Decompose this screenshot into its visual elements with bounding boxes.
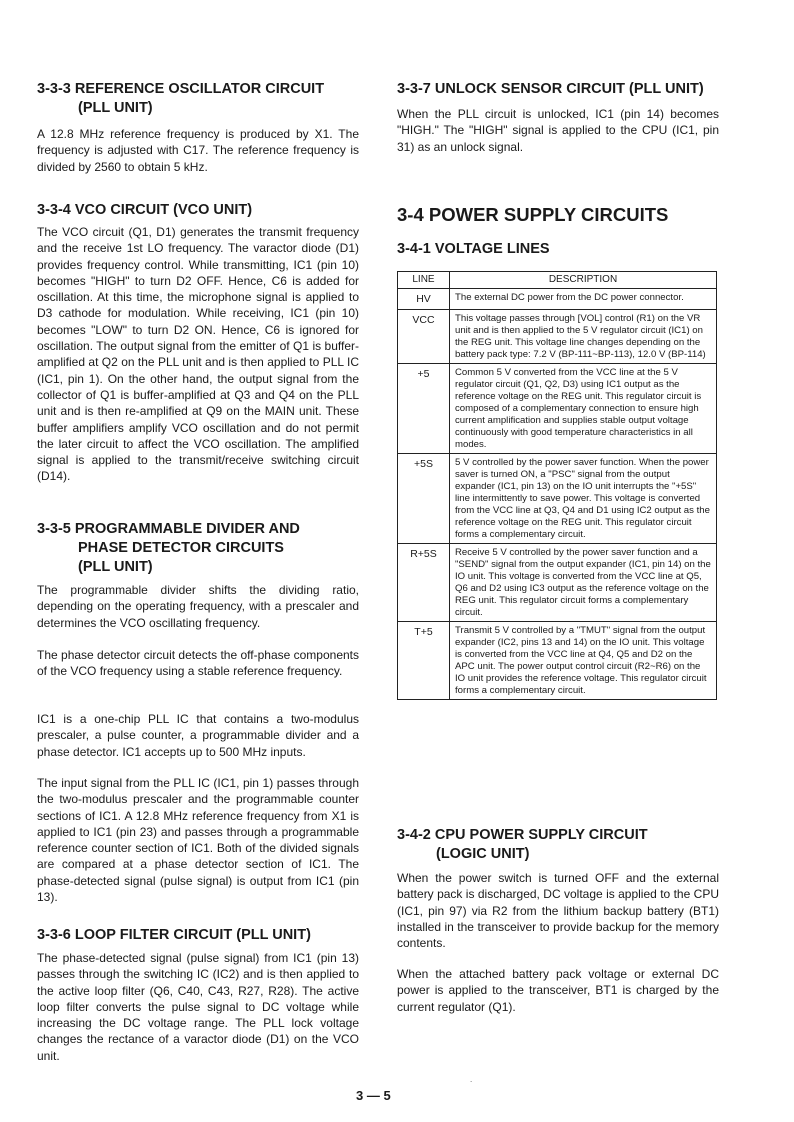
description-cell: The external DC power from the DC power connector. xyxy=(450,289,717,310)
description-cell: Common 5 V converted from the VCC line at the 5 V regulator circuit (Q1, Q2, D3) using IC1 output as the reference voltage on the REG unit. This regulator circuit is composed of a complementary connection to ensure high current amplification and supplies stable output voltage continuously with good temperature characteristics in all modes. xyxy=(450,364,717,454)
table-header-row xyxy=(398,272,717,289)
table-row xyxy=(398,454,717,544)
heading-line: 3-4-2 CPU POWER SUPPLY CIRCUIT xyxy=(397,827,648,843)
heading-line: (PLL UNIT) xyxy=(78,100,153,116)
table-row xyxy=(398,544,717,622)
line-cell: +5 xyxy=(398,364,450,454)
heading-3-4-2 xyxy=(397,826,737,864)
heading-3-3-4: 3-3-4 VCO CIRCUIT (VCO UNIT) xyxy=(37,202,253,218)
heading-3-3-3 xyxy=(37,80,377,118)
heading-line: (LOGIC UNIT) xyxy=(436,846,530,862)
line-cell: +5S xyxy=(398,454,450,544)
paragraph-3-3-5-2: The phase detector circuit detects the off-phase components of the VCO frequency using a stable reference frequency. xyxy=(37,648,359,679)
page-number: 3 — 5 xyxy=(356,1088,391,1103)
stray-mark: . xyxy=(470,1075,473,1084)
table-row xyxy=(398,364,717,454)
heading-3-4: 3-4 POWER SUPPLY CIRCUITS xyxy=(397,204,669,225)
paragraph-3-3-5-4: The input signal from the PLL IC (IC1, pin 1) passes through the two-modulus prescaler and the programmable counter sections of IC1. A 12.8 MHz reference frequency from X1 is applied to IC1 (pin 23) and passes through a programmable reference counter section of IC1. Both of the divided signals are compared at a phase detector section of IC1. The phase-detected signal (pulse signal) is output from IC1 (pin 13). xyxy=(37,776,359,905)
line-cell: HV xyxy=(398,289,450,310)
heading-line: 3-3-5 PROGRAMMABLE DIVIDER AND xyxy=(37,521,300,537)
line-cell: VCC xyxy=(398,310,450,364)
heading-3-3-7: 3-3-7 UNLOCK SENSOR CIRCUIT (PLL UNIT) xyxy=(397,81,704,97)
description-cell: This voltage passes through [VOL] control (R1) on the VR unit and is then applied to the 5 V regulator circuit (IC1) on the REG unit. This voltage line changes depending on the battery pack type: 7.2 V (BP-111~BP-113), 12.0 V (BP-114) xyxy=(450,310,717,364)
paragraph-3-3-5-1: The programmable divider shifts the dividing ratio, depending on the operating frequency, with a prescaler and determines the VCO oscillating frequency. xyxy=(37,583,359,630)
table-row xyxy=(398,289,717,310)
heading-3-4-1: 3-4-1 VOLTAGE LINES xyxy=(397,241,550,257)
heading-line: (PLL UNIT) xyxy=(78,559,153,575)
description-cell: 5 V controlled by the power saver function. When the power saver is turned ON, a "PSC" signal from the output expander (IC1, pin 13) on the IO unit interrupts the "+5S" line intermittently to save power. This voltage is converted from the VCC line at Q3, Q4 and D1 using IC2 output as the reference voltage on the REG unit. This regulator circuit forms a complementary circuit. xyxy=(450,454,717,544)
description-cell: Receive 5 V controlled by the power saver function and a "SEND" signal from the output expander (IC1, pin 14) on the IO unit. This voltage is converted from the VCC line at Q5, Q6 and D2 using IC3 output as the reference voltage on the REG unit. This regulator circuit forms a complementary circuit. xyxy=(450,544,717,622)
table-row xyxy=(398,622,717,700)
paragraph-3-3-6: The phase-detected signal (pulse signal) from IC1 (pin 13) passes through the switching IC (IC2) and is then applied to the active loop filter (Q6, C40, C43, R27, R28). The active loop filter converts the pulse signal to DC voltage while increasing the DC voltage range. The PLL lock voltage changes the rectance of a varactor diode (D1) on the VCO unit. xyxy=(37,951,359,1063)
heading-3-3-5 xyxy=(37,520,377,577)
heading-line: 3-3-3 REFERENCE OSCILLATOR CIRCUIT xyxy=(37,81,325,97)
paragraph-3-3-7: When the PLL circuit is unlocked, IC1 (pin 14) becomes "HIGH." The "HIGH" signal is applied to the CPU (IC1, pin 31) as an unlock signal. xyxy=(397,107,719,154)
description-cell: Transmit 5 V controlled by a "TMUT" signal from the output expander (IC2, pins 13 and 14) on the IO unit. This voltage is converted from the VCC line at Q4, Q5 and D2 on the APC unit. The power output control circuit (R2~R6) on the IO unit provides the reference voltage. This regulator circuit forms a complementary circuit. xyxy=(450,622,717,700)
column-header-line: LINE xyxy=(398,272,450,289)
paragraph-3-4-2-2: When the attached battery pack voltage or external DC power is applied to the transceiver, BT1 is charged by the current regulator (Q1). xyxy=(397,967,719,1014)
line-cell: T+5 xyxy=(398,622,450,700)
paragraph-3-4-2-1: When the power switch is turned OFF and the external battery pack is discharged, DC voltage is applied to the CPU (IC1, pin 97) via R2 from the lithium backup battery (BT1) installed in the transceiver to provide backup for the memory contents. xyxy=(397,871,719,951)
column-header-description: DESCRIPTION xyxy=(450,272,717,289)
paragraph-3-3-3: A 12.8 MHz reference frequency is produced by X1. The frequency is adjusted with C17. The reference frequency is divided by 2560 to obtain 5 kHz. xyxy=(37,127,359,174)
table-row xyxy=(398,310,717,364)
line-cell: R+5S xyxy=(398,544,450,622)
heading-line: PHASE DETECTOR CIRCUITS xyxy=(78,540,284,556)
paragraph-3-3-4: The VCO circuit (Q1, D1) generates the transmit frequency and the receive 1st LO frequency. The varactor diode (D1) provides frequency control. While transmitting, IC1 (pin 10) becomes "HIGH" to turn D2 OFF. Hence, C6 is added for oscillation. At this time, the microphone signal is applied to D3 cathode for modulation. While receiving, IC1 (pin 10) becomes "LOW" to turn D2 ON. Hence, C6 is ignored for oscillation. The output signal from the emitter of Q1 is buffer-amplified at Q2 on the PLL unit and is then applied to PLL IC (IC1, pin 1). On the other hand, the output signal from the collector of Q1 is buffer-amplified at Q3 and Q4 on the PLL unit and is then re-amplified at Q9 on the MAIN unit. These buffer amplifiers amplify VCO oscillation and do not permit the later circuit to affect the VCO oscillation. The amplified signal is applied to the transmit/receive switching circuit (D14). xyxy=(37,225,359,484)
paragraph-3-3-5-3: IC1 is a one-chip PLL IC that contains a two-modulus prescaler, a pulse counter, a programmable divider and a phase detector. IC1 accepts up to 500 MHz inputs. xyxy=(37,712,359,759)
voltage-lines-table xyxy=(397,271,717,700)
heading-3-3-6: 3-3-6 LOOP FILTER CIRCUIT (PLL UNIT) xyxy=(37,927,311,943)
